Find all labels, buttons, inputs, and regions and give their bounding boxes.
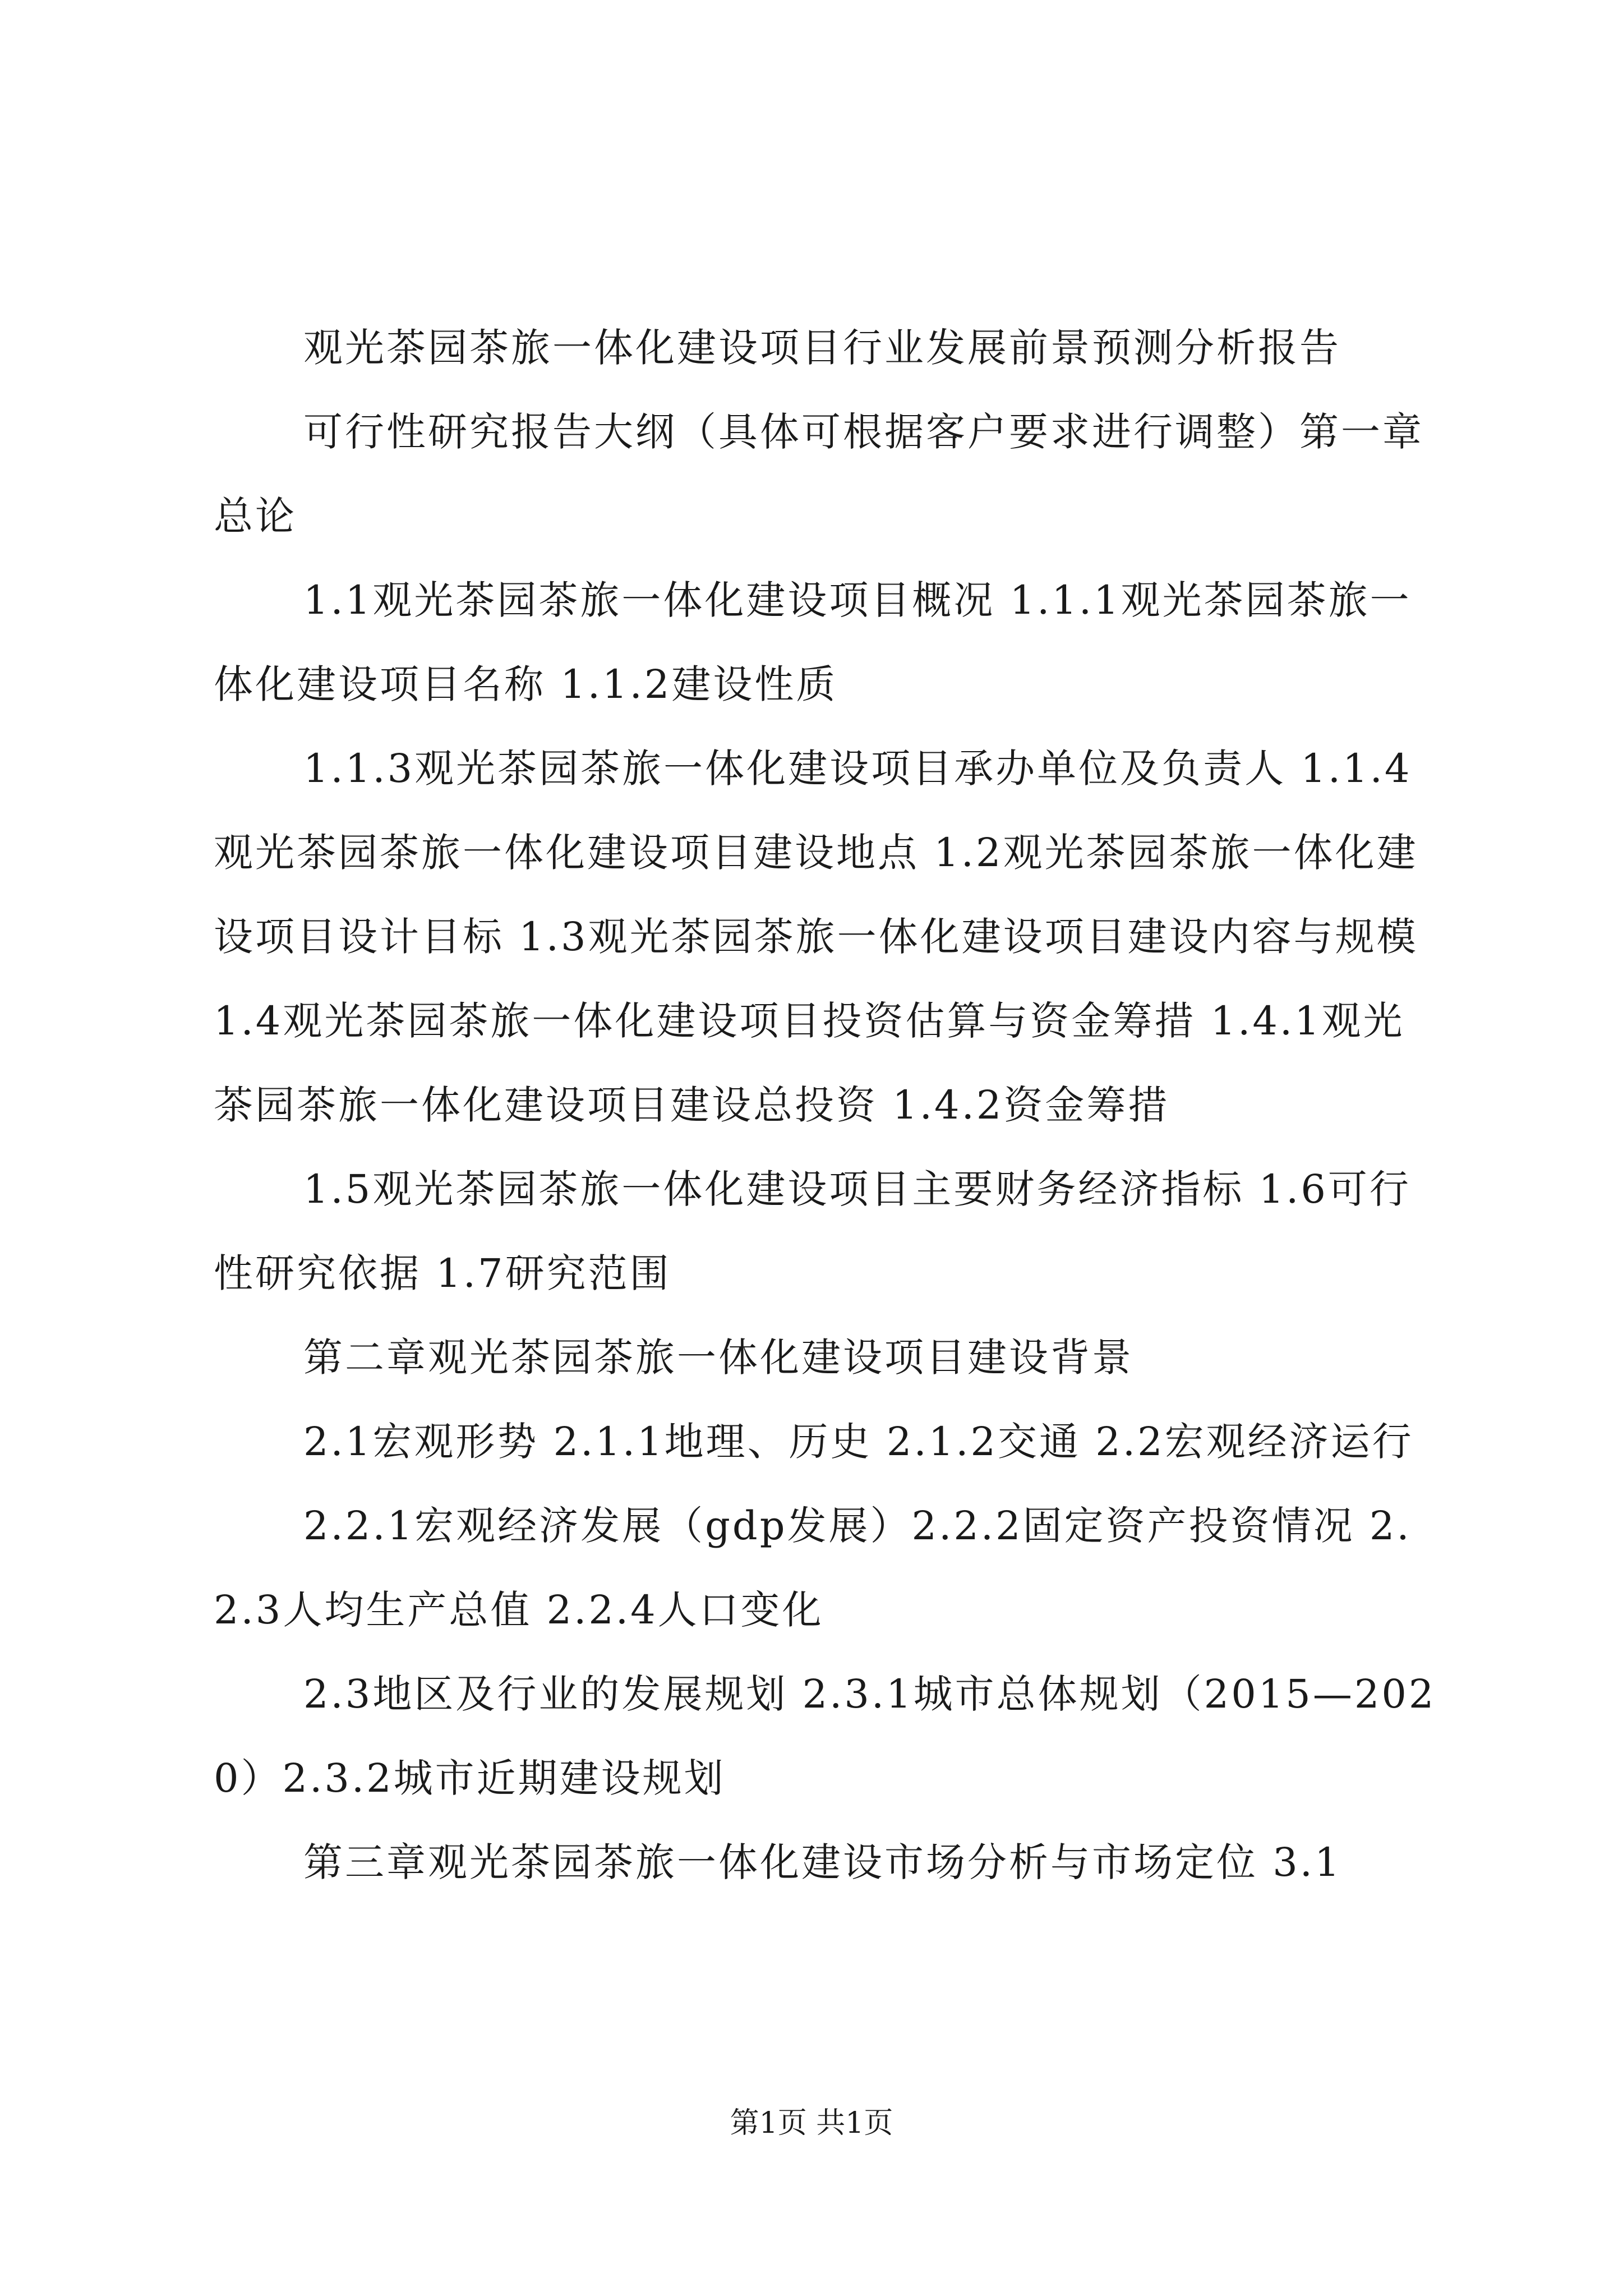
paragraph-outline-intro: 可行性研究报告大纲（具体可根据客户要求进行调整）第一章总论 [214,409,1424,539]
paragraph-section-2-2-1: 2.2.1宏观经济发展（gdp发展）2.2.2固定资产投资情况 2.2.3人均生产总值 2.2.4人口变化 [214,1503,1412,1633]
paragraph-chapter-3: 第三章观光茶园茶旅一体化建设市场分析与市场定位 3.1 [303,1839,1342,1885]
paragraph-section-2-1: 2.1宏观形势 2.1.1地理、历史 2.1.2交通 2.2宏观经济运行 [303,1419,1414,1465]
document-body [214,306,1436,1904]
paragraph-section-1-5: 1.5观光茶园茶旅一体化建设项目主要财务经济指标 1.6可行性研究依据 1.7研究范围 [214,1166,1411,1296]
paragraph-section-1-1: 1.1观光茶园茶旅一体化建设项目概况 1.1.1观光茶园茶旅一体化建设项目名称 1.1.2建设性质 [214,577,1412,707]
paragraph-section-2-3: 2.3地区及行业的发展规划 2.3.1城市总体规划（2015—2020）2.3.2城市近期建设规划 [214,1671,1436,1801]
document-title: 观光茶园茶旅一体化建设项目行业发展前景预测分析报告 [303,325,1341,371]
paragraph-section-1-1-3: 1.1.3观光茶园茶旅一体化建设项目承办单位及负责人 1.1.4观光茶园茶旅一体化建设项目建设地点 1.2观光茶园茶旅一体化建设项目设计目标 1.3观光茶园茶旅一体化建设项目建设内容与规模 1.4观光茶园茶旅一体化建设项目投资估算与资金筹措 1.4.1观光茶园茶旅一体化建设项目建设总投资 1.4.2资金筹措 [214,746,1418,1128]
paragraph-chapter-2: 第二章观光茶园茶旅一体化建设项目建设背景 [303,1335,1133,1381]
page-footer: 第1页 共1页 [730,2106,893,2140]
